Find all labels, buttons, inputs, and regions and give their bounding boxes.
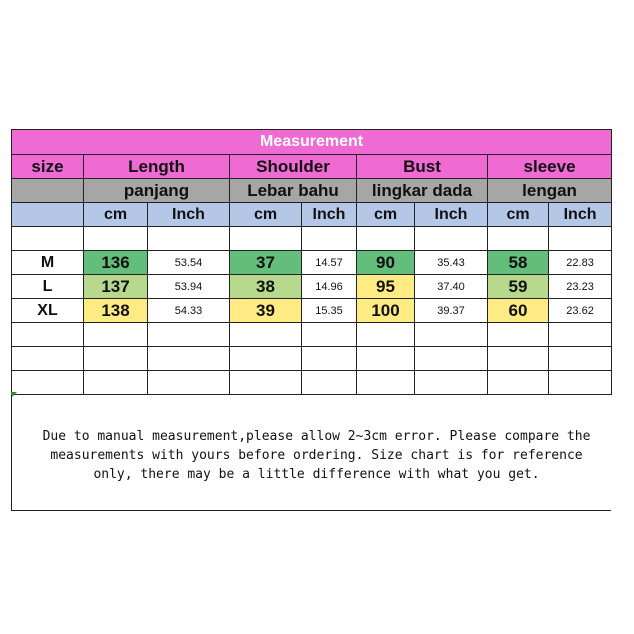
length-header: Length: [84, 155, 230, 179]
empty-cell: [488, 227, 549, 251]
empty-cell: [148, 227, 230, 251]
empty-cell: [415, 371, 488, 395]
unit-cm: cm: [488, 203, 549, 227]
sleeve-inch-value: 22.83: [549, 251, 612, 275]
sleeve-header: sleeve: [488, 155, 612, 179]
empty-cell: [148, 347, 230, 371]
bust-inch-value: 39.37: [415, 299, 488, 323]
empty-cell: [357, 371, 415, 395]
shoulder-cm-value: 38: [230, 275, 302, 299]
empty-cell: [488, 323, 549, 347]
notice-text: [22, 427, 611, 484]
empty-cell: [302, 323, 357, 347]
empty-cell: [488, 371, 549, 395]
unit-inch: Inch: [148, 203, 230, 227]
notice-line: only, there may be a little difference with what you get.: [93, 467, 540, 482]
local-blank-cell: [12, 179, 84, 203]
empty-cell: [415, 347, 488, 371]
empty-cell: [488, 347, 549, 371]
empty-row: [12, 227, 612, 251]
empty-cell: [12, 323, 84, 347]
length-inch-value: 53.94: [148, 275, 230, 299]
empty-row: [12, 371, 612, 395]
size-chart: [11, 129, 611, 395]
table-row: [12, 275, 612, 299]
empty-cell: [84, 347, 148, 371]
shoulder-inch-value: 15.35: [302, 299, 357, 323]
unit-inch: Inch: [302, 203, 357, 227]
bust-inch-value: 35.43: [415, 251, 488, 275]
shoulder-header: Shoulder: [230, 155, 357, 179]
empty-cell: [357, 347, 415, 371]
sleeve-cm-value: 60: [488, 299, 549, 323]
unit-blank-cell: [12, 203, 84, 227]
empty-cell: [12, 227, 84, 251]
unit-cm: cm: [230, 203, 302, 227]
shoulder-cm-value: 39: [230, 299, 302, 323]
shoulder-inch-value: 14.57: [302, 251, 357, 275]
table-row: [12, 251, 612, 275]
empty-cell: [415, 323, 488, 347]
empty-cell: [549, 347, 612, 371]
unit-cm: cm: [357, 203, 415, 227]
length-cm-value: 137: [84, 275, 148, 299]
table-row: [12, 299, 612, 323]
size-label: L: [12, 275, 84, 299]
empty-cell: [549, 323, 612, 347]
bust-cm-value: 100: [357, 299, 415, 323]
empty-cell: [230, 371, 302, 395]
length-cm-value: 136: [84, 251, 148, 275]
empty-cell: [415, 227, 488, 251]
empty-cell: [549, 371, 612, 395]
empty-cell: [302, 347, 357, 371]
unit-inch: Inch: [415, 203, 488, 227]
local-name-row: [12, 179, 612, 203]
length-inch-value: 53.54: [148, 251, 230, 275]
notice-line: measurements with yours before ordering. Size chart is for reference: [50, 448, 583, 463]
unit-inch: Inch: [549, 203, 612, 227]
empty-row: [12, 323, 612, 347]
chart-title: Measurement: [12, 130, 612, 155]
size-header: size: [12, 155, 84, 179]
sleeve-cm-value: 58: [488, 251, 549, 275]
empty-cell: [84, 323, 148, 347]
empty-cell: [302, 227, 357, 251]
bust-header: Bust: [357, 155, 488, 179]
empty-row: [12, 347, 612, 371]
notice-line: Due to manual measurement,please allow 2~3cm error. Please compare the: [42, 429, 591, 444]
empty-cell: [148, 371, 230, 395]
group-header-row: [12, 155, 612, 179]
bust-inch-value: 37.40: [415, 275, 488, 299]
sleeve-local-name: lengan: [488, 179, 612, 203]
bust-cm-value: 95: [357, 275, 415, 299]
unit-row: [12, 203, 612, 227]
empty-cell: [357, 227, 415, 251]
empty-cell: [549, 227, 612, 251]
empty-cell: [302, 371, 357, 395]
length-inch-value: 54.33: [148, 299, 230, 323]
bust-local-name: lingkar dada: [357, 179, 488, 203]
size-chart-table: [11, 129, 612, 395]
size-label: XL: [12, 299, 84, 323]
empty-cell: [230, 347, 302, 371]
shoulder-local-name: Lebar bahu: [230, 179, 357, 203]
empty-cell: [357, 323, 415, 347]
empty-cell: [12, 371, 84, 395]
empty-cell: [148, 323, 230, 347]
shoulder-cm-value: 37: [230, 251, 302, 275]
empty-cell: [84, 227, 148, 251]
empty-cell: [230, 323, 302, 347]
sleeve-cm-value: 59: [488, 275, 549, 299]
sleeve-inch-value: 23.23: [549, 275, 612, 299]
size-label: M: [12, 251, 84, 275]
sleeve-inch-value: 23.62: [549, 299, 612, 323]
empty-cell: [84, 371, 148, 395]
shoulder-inch-value: 14.96: [302, 275, 357, 299]
title-row: [12, 130, 612, 155]
bust-cm-value: 90: [357, 251, 415, 275]
length-cm-value: 138: [84, 299, 148, 323]
notice-box: [11, 395, 611, 511]
unit-cm: cm: [84, 203, 148, 227]
empty-cell: [12, 347, 84, 371]
length-local-name: panjang: [84, 179, 230, 203]
empty-cell: [230, 227, 302, 251]
